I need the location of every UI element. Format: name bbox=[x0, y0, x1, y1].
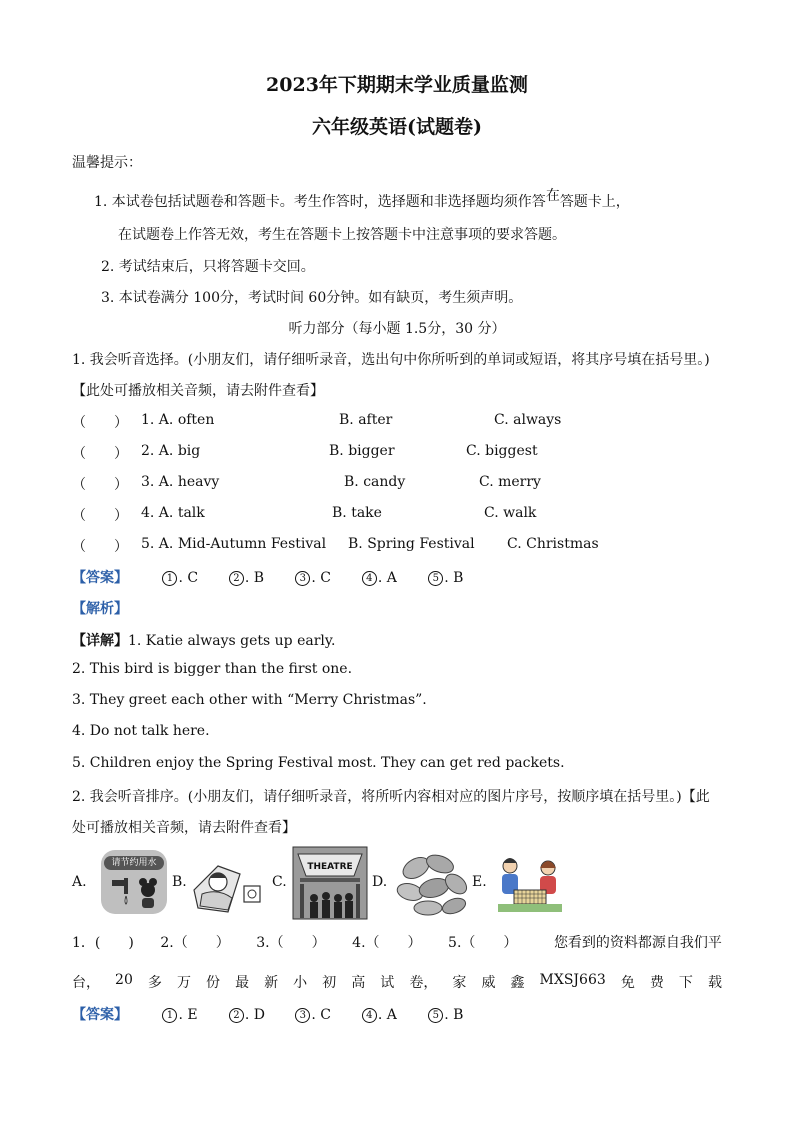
picture-label-c: C. bbox=[272, 874, 287, 890]
answer-item: 1 . C bbox=[162, 570, 224, 586]
promo-line bbox=[72, 972, 722, 992]
promo-char: 下 bbox=[678, 975, 693, 991]
promo-char: 万 bbox=[176, 975, 191, 991]
detail-label: 【详解】 bbox=[72, 633, 128, 649]
answer-label: 【答案】 bbox=[72, 1007, 128, 1023]
answer-item: 5 . B bbox=[428, 1007, 490, 1023]
notice-item-1-cont: 在试题卷上作答无效，考生在答题卡上按答题卡中注意事项的要求答题。 bbox=[118, 227, 566, 243]
promo-char: 新 bbox=[264, 975, 279, 991]
picture-label-b: B. bbox=[172, 874, 187, 890]
option-a: 2. A. big bbox=[141, 443, 201, 459]
promo-char: 小 bbox=[293, 975, 308, 991]
notice-item-1: 1. 本试卷包括试题卷和答题卡。考生作答时，选择题和非选择题均须作答在答题卡上， bbox=[94, 188, 630, 210]
water-saving-picture bbox=[98, 846, 170, 918]
answer-item: 3 . C bbox=[295, 570, 357, 586]
promo-char: 初 bbox=[322, 975, 337, 991]
promo-text: 您看到的资料都源自我们平 bbox=[553, 935, 722, 951]
option-b: B. Spring Festival bbox=[348, 536, 475, 552]
option-b: B. take bbox=[332, 505, 382, 521]
exam-title: 2023年下期期末学业质量监测 bbox=[266, 74, 528, 96]
q1-audio-note: 【此处可播放相关音频，请去附件查看】 bbox=[72, 383, 324, 399]
answer-paren[interactable]: （ ） bbox=[72, 539, 128, 555]
picture-label-e: E. bbox=[472, 874, 487, 890]
promo-char: 20 bbox=[115, 972, 133, 988]
answer-blank[interactable]: 4.（ ） bbox=[352, 935, 422, 951]
peanuts-picture bbox=[392, 846, 472, 918]
option-c: C. Christmas bbox=[507, 536, 599, 552]
answer-item: 4 . A bbox=[362, 570, 424, 586]
promo-char: 台， bbox=[72, 975, 100, 991]
answer-paren[interactable]: （ ） bbox=[72, 508, 128, 524]
section-title: 听力部分（每小题 1.5分，30 分） bbox=[288, 321, 506, 337]
detail-line: 【详解】1. Katie always gets up early. bbox=[72, 633, 336, 649]
promo-char: 份 bbox=[206, 975, 221, 991]
water-saving-caption: 请节约用水 bbox=[111, 858, 157, 868]
promo-char: 费 bbox=[649, 975, 664, 991]
theatre-sign: THEATRE bbox=[307, 862, 353, 872]
promo-char: 载 bbox=[707, 975, 722, 991]
picture-label-a: A. bbox=[72, 874, 87, 890]
q2-answer-row bbox=[72, 1004, 490, 1024]
answer-blank[interactable]: 3.（ ） bbox=[256, 935, 326, 951]
option-a: 4. A. talk bbox=[141, 505, 205, 521]
answer-blank[interactable]: 1．( ) bbox=[72, 935, 134, 951]
answer-paren[interactable]: （ ） bbox=[72, 415, 128, 431]
promo-char: 多 bbox=[147, 975, 162, 991]
detail-line: 4. Do not talk here. bbox=[72, 723, 210, 739]
promo-char: 威 bbox=[481, 975, 496, 991]
promo-char: MXSJ663 bbox=[539, 972, 606, 988]
option-b: B. bigger bbox=[329, 443, 395, 459]
q1-answer-row bbox=[72, 567, 490, 587]
answer-item: 5 . B bbox=[428, 570, 490, 586]
chess-game-picture bbox=[490, 846, 570, 918]
option-a: 5. A. Mid-Autumn Festival bbox=[141, 536, 327, 552]
promo-char: 试 bbox=[380, 975, 395, 991]
answer-label: 【答案】 bbox=[72, 570, 128, 586]
answer-item: 4 . A bbox=[362, 1007, 424, 1023]
detail-line: 3. They greet each other with “Merry Christmas”. bbox=[72, 692, 427, 708]
option-c: C. merry bbox=[479, 474, 541, 490]
option-c: C. always bbox=[494, 412, 562, 428]
q1-stem: 1. 我会听音选择。(小朋友们，请仔细听录音，选出句中你所听到的单词或短语，将其序号填在括号里。) bbox=[72, 352, 710, 368]
option-c: C. biggest bbox=[466, 443, 538, 459]
promo-char: 免 bbox=[620, 975, 635, 991]
analysis-label: 【解析】 bbox=[72, 601, 128, 617]
promo-char: 最 bbox=[235, 975, 250, 991]
answer-item: 1 . E bbox=[162, 1007, 224, 1023]
option-b: B. candy bbox=[344, 474, 406, 490]
answer-paren[interactable]: （ ） bbox=[72, 446, 128, 462]
detail-line: 5. Children enjoy the Spring Festival most. They can get red packets. bbox=[72, 755, 565, 771]
q2-blank-row bbox=[72, 932, 722, 952]
notice-item-3: 3. 本试卷满分 100分，考试时间 60分钟。如有缺页，考生须声明。 bbox=[101, 290, 523, 306]
option-b: B. after bbox=[339, 412, 393, 428]
picture-label-d: D. bbox=[372, 874, 388, 890]
theatre-picture bbox=[292, 846, 368, 918]
q2-stem: 2. 我会听音排序。(小朋友们，请仔细听录音，将所听内容相对应的图片序号，按顺序填在括号里。)【此 bbox=[72, 789, 710, 805]
answer-item: 2 . D bbox=[229, 1007, 291, 1023]
answer-blank[interactable]: 2.（ ） bbox=[160, 935, 230, 951]
notice-label: 温馨提示： bbox=[72, 155, 142, 171]
promo-char: 卷， bbox=[409, 975, 438, 991]
answer-item: 2 . B bbox=[229, 570, 291, 586]
option-a: 3. A. heavy bbox=[141, 474, 220, 490]
answer-blank[interactable]: 5.（ ） bbox=[448, 935, 518, 951]
option-c: C. walk bbox=[484, 505, 537, 521]
q2-stem-cont: 处可播放相关音频，请去附件查看】 bbox=[72, 820, 296, 836]
promo-char: 家 bbox=[452, 975, 467, 991]
promo-char: 鑫 bbox=[510, 975, 525, 991]
notice-item-2: 2. 考试结束后，只将答题卡交回。 bbox=[101, 259, 315, 275]
promo-char: 高 bbox=[351, 975, 366, 991]
answer-item: 3 . C bbox=[295, 1007, 357, 1023]
option-a: 1. A. often bbox=[141, 412, 215, 428]
answer-paren[interactable]: （ ） bbox=[72, 477, 128, 493]
exam-subtitle: 六年级英语(试题卷) bbox=[312, 116, 482, 138]
detail-line: 2. This bird is bigger than the first one. bbox=[72, 661, 353, 677]
sleeping-picture bbox=[188, 846, 268, 918]
